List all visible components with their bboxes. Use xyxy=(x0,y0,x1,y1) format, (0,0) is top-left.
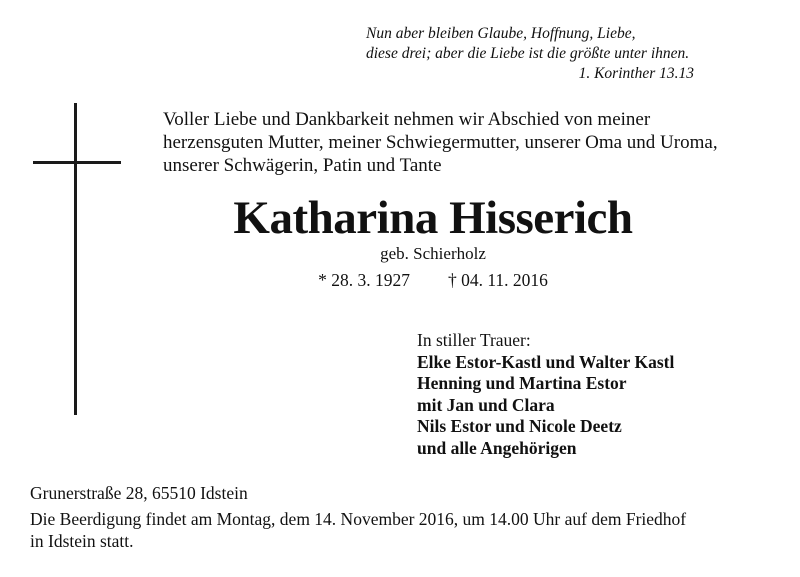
mourners-block xyxy=(417,330,777,459)
mourner-entry: Henning und Martina Estor xyxy=(417,373,627,393)
birth-date: * 28. 3. 1927 xyxy=(318,270,410,290)
cross-horizontal-bar xyxy=(33,161,121,164)
intro-line-3: unserer Schwägerin, Patin und Tante xyxy=(163,155,442,176)
funeral-notice xyxy=(30,508,760,552)
quote-reference: 1. Korinther 13.13 xyxy=(578,65,694,82)
funeral-line-2: in Idstein statt. xyxy=(30,531,134,551)
mourners-lead: In stiller Trauer: xyxy=(417,330,531,350)
life-dates xyxy=(0,269,800,291)
funeral-line-1: Die Beerdigung findet am Montag, dem 14. November 2016, um 14.00 Uhr auf dem Friedhof xyxy=(30,509,687,529)
bible-quote xyxy=(366,24,726,84)
deceased-name: Katharina Hisserich xyxy=(233,192,633,244)
mourner-entry: Elke Estor-Kastl und Walter Kastl xyxy=(417,351,675,372)
quote-line-2: diese drei; aber die Liebe ist die größte unter ihnen. xyxy=(366,45,690,62)
intro-text xyxy=(163,108,773,177)
mourner-entry: Nils Estor und Nicole Deetz xyxy=(417,416,622,436)
maiden-name: geb. Schierholz xyxy=(380,244,486,263)
mourner-entry: und alle Angehörigen xyxy=(417,437,577,458)
death-date: † 04. 11. 2016 xyxy=(447,270,548,290)
intro-line-2: herzensguten Mutter, meiner Schwiegermutter, unserer Oma und Uroma, xyxy=(163,132,718,153)
mourner-entry: mit Jan und Clara xyxy=(417,394,555,415)
address: Grunerstraße 28, 65510 Idstein xyxy=(30,483,248,503)
quote-line-1: Nun aber bleiben Glaube, Hoffnung, Liebe, xyxy=(366,25,636,42)
intro-line-1: Voller Liebe und Dankbarkeit nehmen wir Abschied von meiner xyxy=(163,109,651,130)
